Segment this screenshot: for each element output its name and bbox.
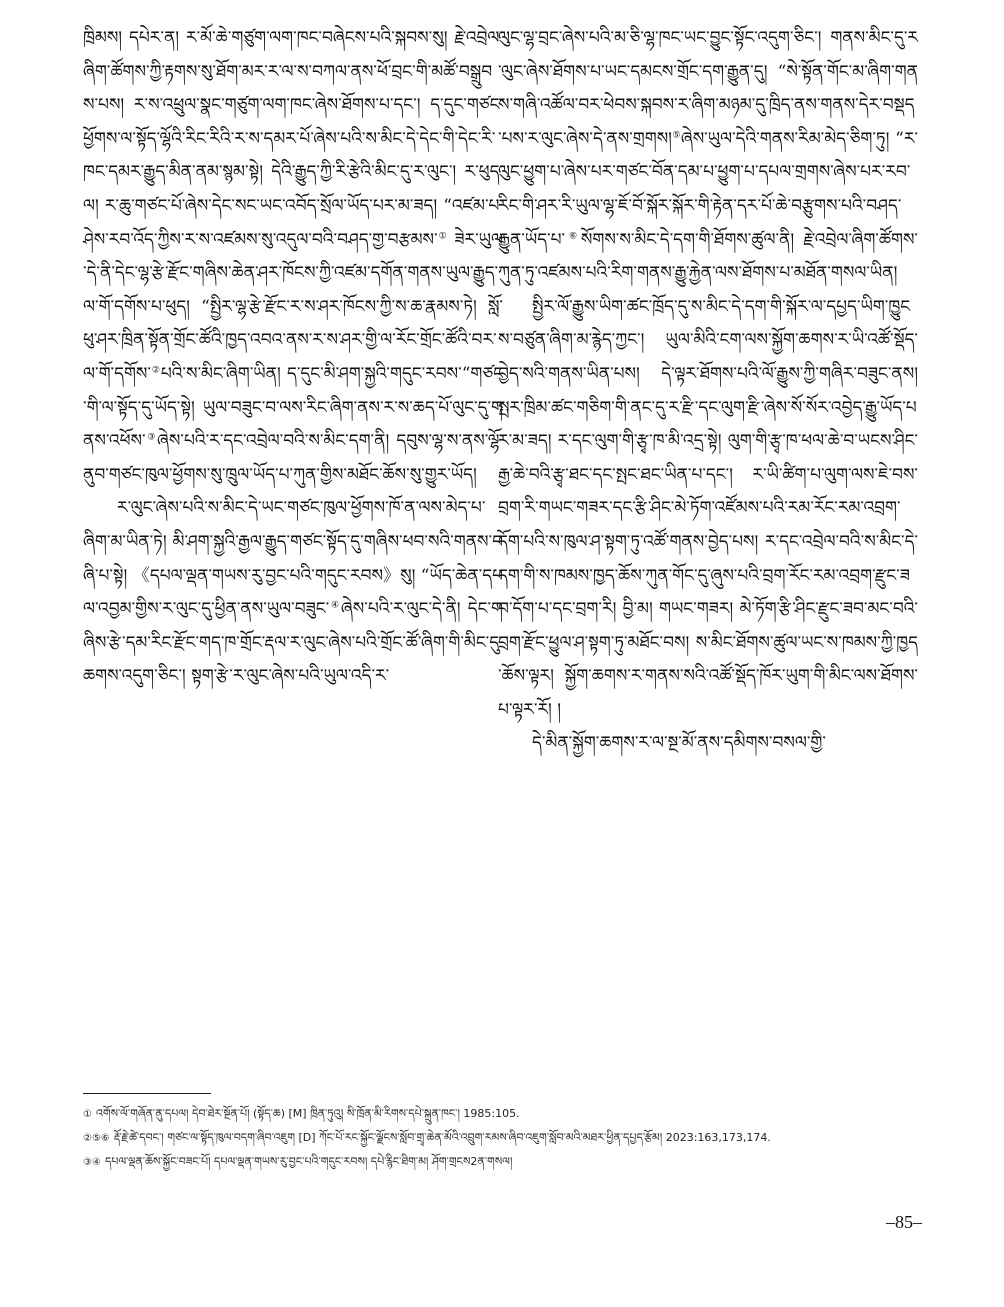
footnote-text: དཔལ་ལྡན་ཆོས་སྐྱོང་བཟང་པོ། དཔལ་ལྡན་གཡས་རུ་བྱང་པའི་གདུང་རབས། དཔེ་རྙིང་ཐིག་མ། ཤོག་གྲངས2ན་གསལ། <box>104 1155 513 1168</box>
footnote-reference: ④ <box>329 600 341 611</box>
footnote-divider <box>83 1093 211 1094</box>
footnote <box>83 1150 923 1174</box>
footnote <box>83 1102 923 1126</box>
page-number: –85– <box>886 1212 922 1232</box>
footnote-mark: ③④ <box>83 1157 101 1168</box>
footnotes-section <box>83 1102 923 1174</box>
footnote-mark: ②⑤⑥ <box>83 1133 110 1144</box>
right-text-column <box>498 22 918 761</box>
footnote-reference: ③ <box>145 432 158 443</box>
body-paragraph: སྤྱིར་ལོ་རྒྱུས་ཡིག་ཚང་ཁྲོད་དུ་ས་མིང་དེ་དག་གི་སྐོར་ལ་དཔྱད་ཡིག་ཁྱུངས་བཙུན་ཞིག་མ་རྙེད་ཀྱང་། ཡུལ་མིའི་ངག་ལས་སྐྱོག་ཆགས་ར་ཡི་འཚོ་སྡོད་བྱེད་སའི་གནས་ཡིན་པས། དེ་ལྟར་ཐོགས་པའི་ལོ་རྒྱུས་ཀྱི་གཞིར་བཟུང་ནས། སྤར་ཁྲིམ་ཚང་གཅིག་གི་ནང་དུ་ར་རྫི་དང་ལུག་རྫི་ཞེས་སོ་སོར་འབྱེད་རྒྱུ་ཡོད་པར་མ་ཟད། ར་དང་ལུག་གི་རྩྭ་ཁ་མི་འདྲ་སྟེ། ལུག་གི་རྩྭ་ཁ་ཕལ་ཆེ་བ་ཡངས་ཤིང་རྒྱ་ཆེ་བའི་རྩྭ་ཐང་དང་སྤང་ཐང་ཡིན་པ་དང་། ར་ཡི་ཚིག་པ་ལུག་ལས་ཇེ་བས་བྲག་རི་གཡང་གཟར་དང་རྩི་ཤིང་མེ་ཏོག་འཛོམས་པའི་རམ་རོང་རམ་འབྲག་དོག་པའི་ས་ཁུལ་ཤ་སྟག་ཏུ་འཚོ་གནས་བྱེད་པས། ར་དང་འབྲེལ་བའི་ས་མིང་དེ་དག་གི་ས་ཁམས་ཁྱད་ཆོས་ཀུན་གོང་དུ་ཞུས་པའི་བྲག་རོང་རམ་འབྲག་རྫུང་ཟབ་དོག་པ་དང་བྲག་རི། བྱི་མ། གཡང་གཟར། མེ་ཏོག་རྩི་ཤིང་རྫུང་ཟབ་མང་བའི་བྲག་རྫོང་ཕྱུལ་ཤ་སྟག་ཏུ་མཐོང་བས། ས་མིང་ཐོགས་ཚུལ་ཡང་ས་ཁམས་ཀྱི་ཁྱད་ཆོས་ལྟར། སྐྱོག་ཆགས་ར་གནས་སའི་འཚོ་སྡོད་ཁོར་ཡུག་གི་མིང་ལས་ཐོགས་པ་ལྟར་རོ། ། <box>498 296 918 720</box>
body-paragraph: དེ་མིན་སྐྱོག་ཆགས་ར་ལ་སྔ་མོ་ནས་དམིགས་བསལ་གྱི་ <box>532 733 826 754</box>
footnote-reference: ① <box>437 230 448 241</box>
body-paragraph: ལུང་ལྷ་བྲང་ཞེས་པའི་མ་ཅི་ལྷ་ཁང་ཡང་བྱུང་སྟོང་འདུག་ཅིང་། གནས་མིང་དུ་ར་ལུང་ཞེས་ཐོགས་པ་ཡང་དམངས་གྲོང་དག་རྒྱུན་དུ། “སེ་སྟོན་གོང་མ་ཞིག་གནས་གཞི་འཚོལ་བར་ཕེབས་སྐབས་ར་ཞིག་མཉམ་དུ་ཁྲིད་ནས་གནས་དེར་བསྡད་པས་ར་ལུང་ཞེས་དེ་ནས་གྲགས།⑤ཞེས་ཡུལ་དེའི་གནས་རིམ་མེད་ཅིག་ཏུ། “ར་ལུང་ཕྱུག་པ་ཞེས་པར་གཙང་བོན་དམ་པ་ཕྱུག་པ་དཔལ་གྲགས་ཞེས་པར་རབ་རིང་གི་ཤར་རི་ཡུལ་ལྷ་ཇོ་བོ་སྐོར་སྐོར་གི་རྟེན་དར་པོ་ཆེ་བརྩུགས་པའི་བཤད་རྒྱུན་ཡོད་པ་⑥སོགས་ས་མིང་དེ་དག་གི་ཐོགས་ཚུལ་ནི། རྗེ་འབྲེལ་ཞིག་ཚོགས་ཀུན་ཏུ་འཛམས་པའི་རིག་གནས་རྒྱུ་རྐྱེན་ལས་ཐོགས་པ་མཐོན་གསལ་ཡིན། <box>498 28 918 284</box>
footnote-mark: ① <box>83 1109 92 1120</box>
footnote-reference: ② <box>150 365 161 376</box>
footnote <box>83 1126 923 1150</box>
body-paragraph: ར་ལུང་ཞེས་པའི་ས་མིང་དེ་ཡང་གཙང་ཁུལ་ཕྱོགས་ཁོ་ན་ལས་མེད་པ་ཞིག་མ་ཡིན་ཏེ། མི་ཤག་སྐྱའི་རྒྱལ་རྒྱུད་གཙང་སྟོད་དུ་གཞིས་ཕབ་སའི་གནས་བཞི་པ་སྟེ། 《དཔལ་ལྡན་གཡས་རུ་བྱང་པའི་གདུང་རབས》སུ། “ཡོད་ཆེན་དཔལ་འབྱམ་གྱིས་ར་ལུང་དུ་ཕྱིན་ནས་ཡུལ་བཟུང་④ཞེས་པའི་ར་ལུང་དེ་ནི། དེང་གཞིས་རྩེ་དམ་རིང་རྫོང་གད་ཁ་གྲོང་རྡལ་ར་ལུང་ཞེས་པའི་གྲོང་ཚོ་ཞིག་གི་མིང་དུ་ཆགས་འདུག་ཅིང་། སྟག་རྩེ་ར་ལུང་ཞེས་པའི་ཡུལ་འདི་ར་ <box>83 498 503 687</box>
footnote-text: རྡོ་རྗེ་ཚེ་དབང་། གཙང་ལ་སྟོད་ཁུལ་བདག་ཞིབ་འཇུག [D] ཀོང་པོ་རང་སྐྱོང་ལྗོངས་སློབ་གྲྭ་ཆེན་མོའི་འབྲུག་རམས་ཞིབ་འཇུག་སློབ་མའི་མཐར་ཕྱིན་དཔྱད་རྩོམ། 2023:163,173,174. <box>113 1131 771 1144</box>
footnote-reference: ⑤ <box>671 130 681 141</box>
left-text-column <box>83 22 503 694</box>
footnote-text: འགོས་ལོ་གཞོན་ནུ་དཔལ། དེབ་ཐེར་སྔོན་པོ། (སྟོད་ཆ) [M] ཁྲིན་ཏུའུ། སི་ཁྲོན་མི་རིགས་དཔེ་སྐྲུན་ཁང་། 1985:105. <box>95 1107 520 1120</box>
body-paragraph: ཁྲིམས། དཔེར་ན། ར་མོ་ཆེ་གཙུག་ལག་ཁང་བཞེངས་པའི་སྐབས་སུ། རྗེ་འབྲེལ་ཞིག་ཚོགས་ཀྱི་རྟགས་སུ་ཐོག་མར་ར་ལ་ས་བཀལ་ནས་ཕོ་བྲང་གི་མཚོ་བསྒྲུབས་པས། ར་ས་འཕྲུལ་སྣང་གཙུག་ལག་ཁང་ཞེས་ཐོགས་པ་དང་། ད་དུང་གཙང་ཕྱོགས་ལ་སྟོད་ལྷོའི་རིང་རིའི་ར་ས་དམར་པོ་ཞེས་པའི་ས་མིང་དེ་དེང་གི་དེང་རི་ཁང་དམར་རྒྱུད་མིན་ནམ་སྙམ་སྟེ། དེའི་རྒྱུད་ཀྱི་རི་རྩེའི་མིང་དུ་ར་ལུང་། ར་ཕུད་ལ། ར་ཆུ་གཙང་པོ་ཞེས་དེང་སང་ཡང་འབོད་སྲོལ་ཡོད་པར་མ་ཟད། “འཛམ་པ་ཤེས་རབ་འོད་ཀྱིས་ར་ས་འཛམས་སུ་འདུལ་བའི་བཤད་གྱ་བརྩམས་① ཟེར་ཡུལ་དེ་ནི་དེང་ལྷ་རྩེ་རྫོང་གཞིས་ཆེན་ཤར་ཁོངས་ཀྱི་འཛམ་དགོན་གནས་ཡུལ་རྒྱུད་ལ་གོ་དགོས་པ་ཕུད། “སྤྱིར་ལྷ་རྩེ་རྫོང་ར་ས་ཤར་ཁོངས་ཀྱི་ས་ཆ་རྣམས་ཏེ། སློ་ཕུ་ཤར་ཁྲིན་སྟོན་གྲོང་ཚོའི་ཁྱད་འབའ་ནས་ར་ས་ཤར་གྱི་ལ་རོང་གྲོང་ཚོའི་བར་ལ་གོ་དགོས་②པའི་ས་མིང་ཞིག་ཡིན། ད་དུང་མི་ཤག་སྐྱའི་གདུང་རབས་“གཙང་གི་ལ་སྟོད་དུ་ཡོད་སྟེ། ཡུལ་བཟུང་བ་ལས་རིང་ཞིག་ནས་ར་ས་ཆད་པོ་ལུང་དུ་གནས་འཕོས་③ཞེས་པའི་ར་དང་འབྲེལ་བའི་ས་མིང་དག་ནི། དབུས་ལྷ་ས་ནས་ལྷོ་ནུབ་གཙང་ཁུལ་ཕྱོགས་སུ་ཁྲུལ་ཡོད་པ་ཀུན་གྱིས་མཐོང་ཆོས་སུ་གྱུར་ཡོད། <box>83 28 504 485</box>
footnote-reference: ⑥ <box>565 230 581 241</box>
